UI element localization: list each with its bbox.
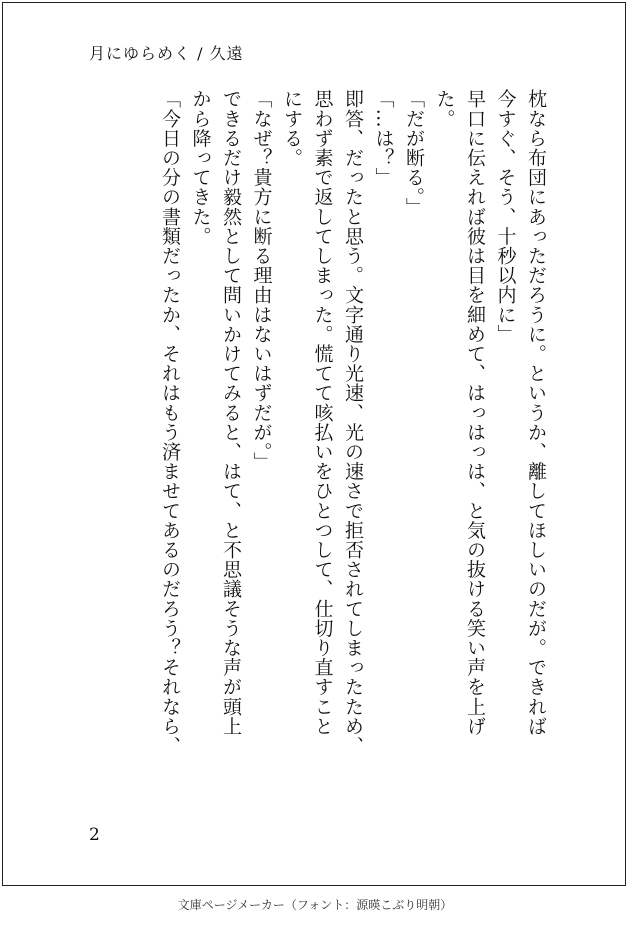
body-line: 思わず素で返してしまった。慌てて咳払いをひとつして、仕切り直すこと <box>311 89 334 736</box>
page-number: 2 <box>89 825 100 845</box>
page-frame <box>2 2 626 886</box>
body-line: 「だが断る。」 <box>403 89 425 217</box>
body-line: 「なぜ？貴方に断る理由はないはずだが。」 <box>250 89 273 472</box>
body-line: から降ってきた。 <box>189 89 212 246</box>
body-line: にする。 <box>281 89 303 168</box>
body-line: 「…は？」 <box>372 89 395 187</box>
body-line: 即答、だったと思う。文字通り光速、光の速さで拒否されてしまったため、 <box>342 89 364 756</box>
body-line: できるだけ毅然として問いかけてみると、はて、と不思議そうな声が頭上 <box>220 89 242 736</box>
body-line: た。 <box>433 89 456 129</box>
body-line: 早口に伝えれば彼は目を細めて、はっはっは、と気の抜ける笑い声を上げ <box>464 89 486 736</box>
body-line: 「今日の分の書類だったか、それはもう済ませてあるのだろう？それなら、 <box>159 89 181 756</box>
footer-credit: 文庫ページメーカー（フォント：源暎こぶり明朝） <box>177 898 453 912</box>
body-text <box>89 89 551 819</box>
body-line: 今すぐ、そう、十秒以内に」 <box>494 89 517 344</box>
body-line: 枕なら布団にあっただろうに。というか、離してほしいのだが。できれば <box>525 89 547 736</box>
running-head: 月にゆらめく / 久遠 <box>89 44 244 63</box>
